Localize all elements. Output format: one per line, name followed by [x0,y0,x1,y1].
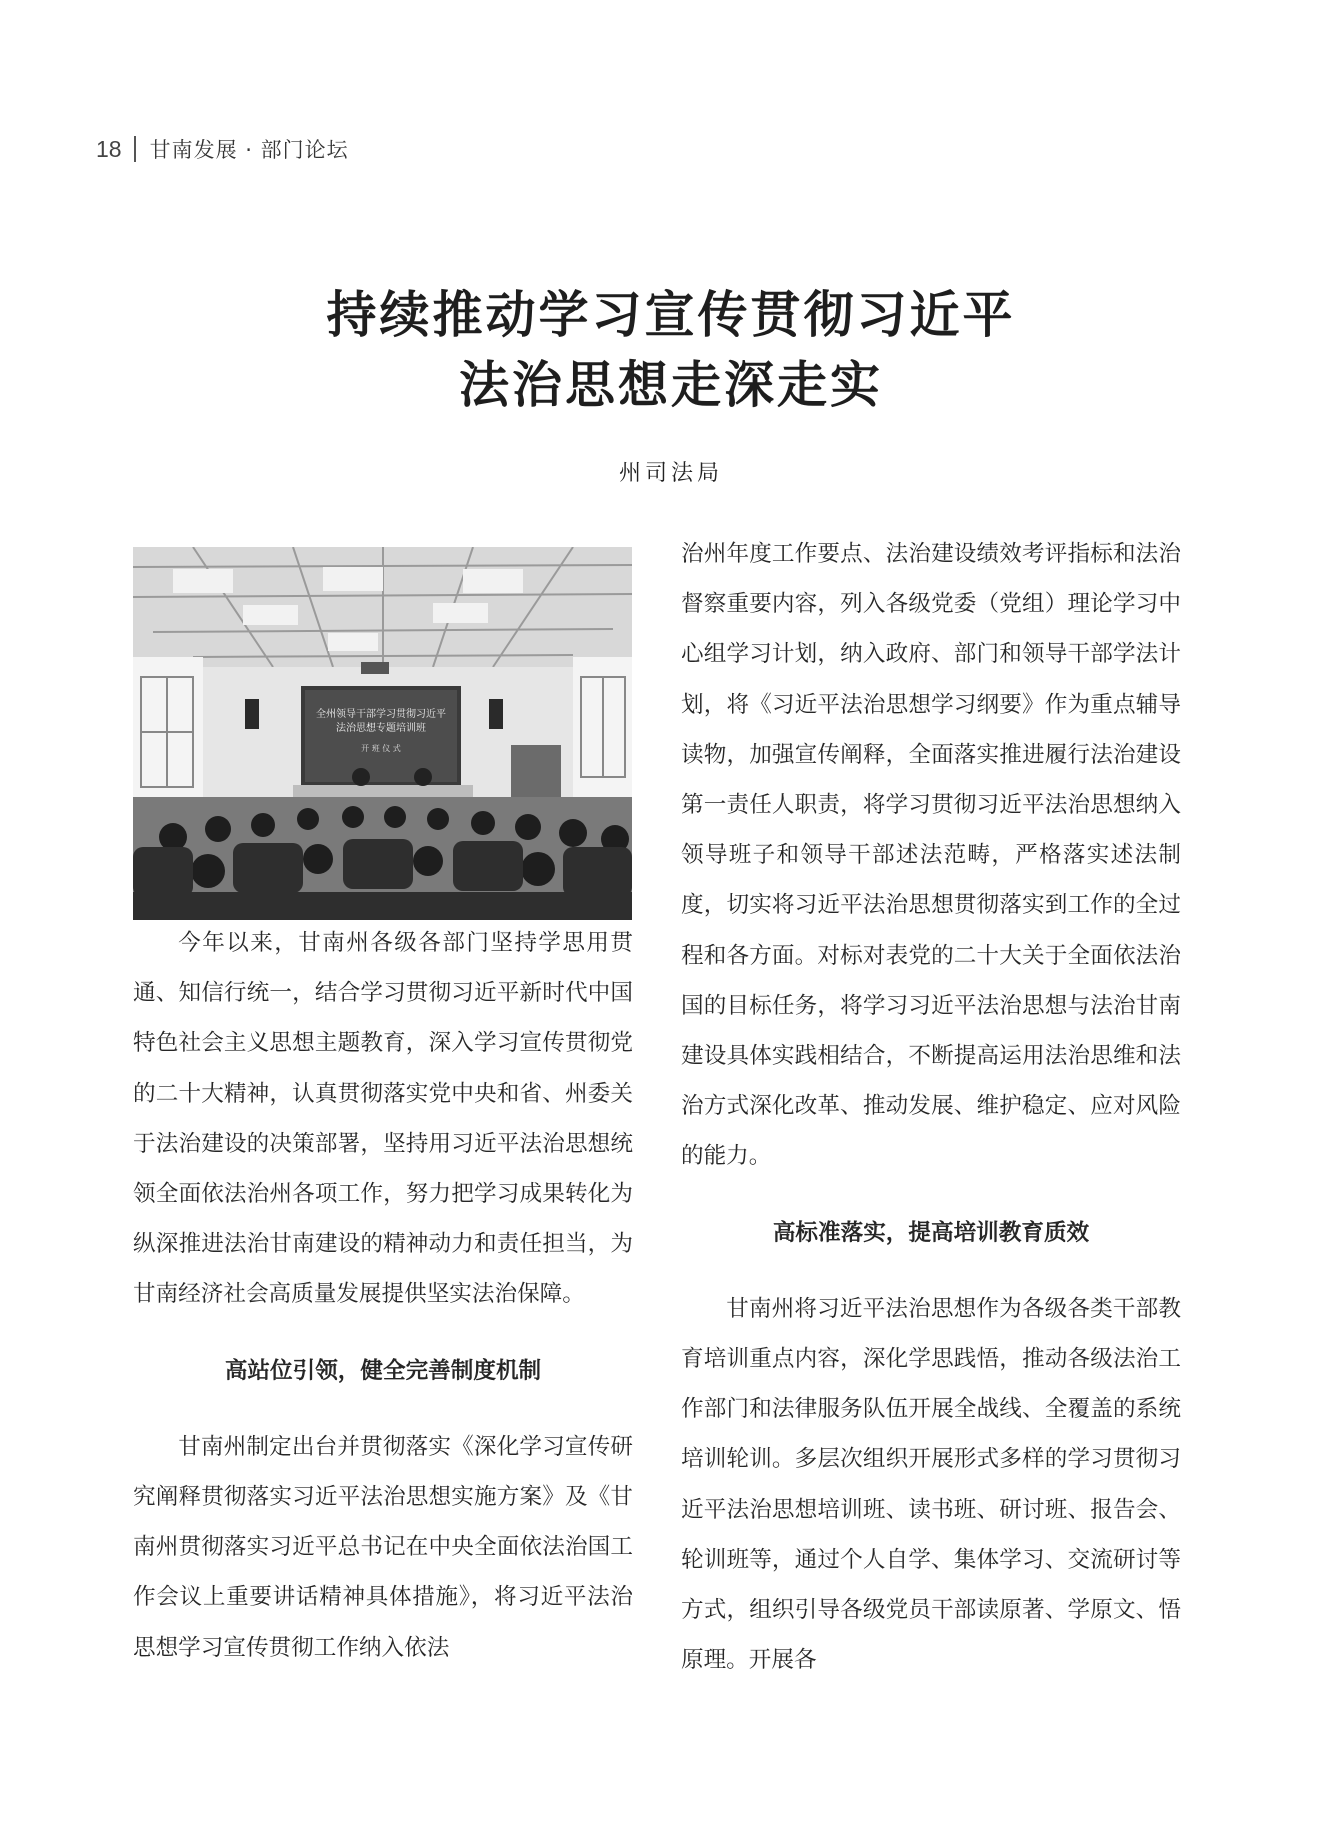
paragraph-intro: 今年以来，甘南州各级各部门坚持学思用贯通、知信行统一，结合学习贯彻习近平新时代中国特色社会主义思想主题教育，深入学习宣传贯彻党的二十大精神，认真贯彻落实党中央和省、州委关于法治建设的决策部署，坚持用习近平法治思想统领全面依法治州各项工作，努力把学习成果转化为纵深推进法治甘南建设的精神动力和责任担当，为甘南经济社会高质量发展提供坚实法治保障。 [133,930,633,1308]
page-number: 18 [96,135,122,162]
section-name: 甘南发展 · 部门论坛 [149,138,349,162]
article-author: 州司法局 [618,461,723,486]
screen-text-3: 开 班 仪 式 [361,744,401,753]
article-title [0,280,1342,420]
meeting-photo [133,547,632,920]
paragraph-institution: 甘南州制定出台并贯彻落实《深化学习宣传研究阐释贯彻落实习近平法治思想实施方案》及《甘南州贯彻落实习近平总书记在中央全面依法治国工作会议上重要讲话精神具体措施》，将习近平法治思想学习宣传贯彻工作纳入依法 [133,1433,633,1661]
paragraph-continued: 治州年度工作要点、法治建设绩效考评指标和法治督察重要内容，列入各级党委（党组）理论学习中心组学习计划，纳入政府、部门和领导干部学法计划，将《习近平法治思想学习纲要》作为重点辅导读物，加强宣传阐释，全面落实推进履行法治建设第一责任人职责，将学习贯彻习近平法治思想纳入领导班子和领导干部述法范畴，严格落实述法制度，切实将习近平法治思想贯彻落实到工作的全过程和各方面。对标对表党的二十大关于全面依法治国的目标任务，将学习习近平法治思想与法治甘南建设具体实践相结合，不断提高运用法治思维和法治方式深化改革、推动发展、维护稳定、应对风险的能力。 [681,541,1181,1170]
title-line-1: 持续推动学习宣传贯彻习近平 [326,285,1016,344]
subheading-1: 高站位引领，健全完善制度机制 [224,1357,542,1384]
right-column [681,529,1181,1685]
title-line-2: 法治思想走深走实 [459,355,883,414]
running-header [96,131,349,167]
subheading-2: 高标准落实，提高培训教育质效 [772,1219,1090,1246]
paragraph-training: 甘南州将习近平法治思想作为各级各类干部教育培训重点内容，深化学思践悟，推动各级法治工作部门和法律服务队伍开展全战线、全覆盖的系统培训轮训。多层次组织开展形式多样的学习贯彻习近平法治思想培训班、读书班、研讨班、报告会、轮训班等，通过个人自学、集体学习、交流研讨等方式，组织引导各级党员干部读原著、学原文、悟原理。开展各 [681,1295,1181,1674]
left-column [133,918,633,1673]
screen-text-1: 全州领导干部学习贯彻习近平 [316,709,446,720]
header-divider [134,136,136,162]
screen-text-2: 法治思想专题培训班 [336,723,426,734]
